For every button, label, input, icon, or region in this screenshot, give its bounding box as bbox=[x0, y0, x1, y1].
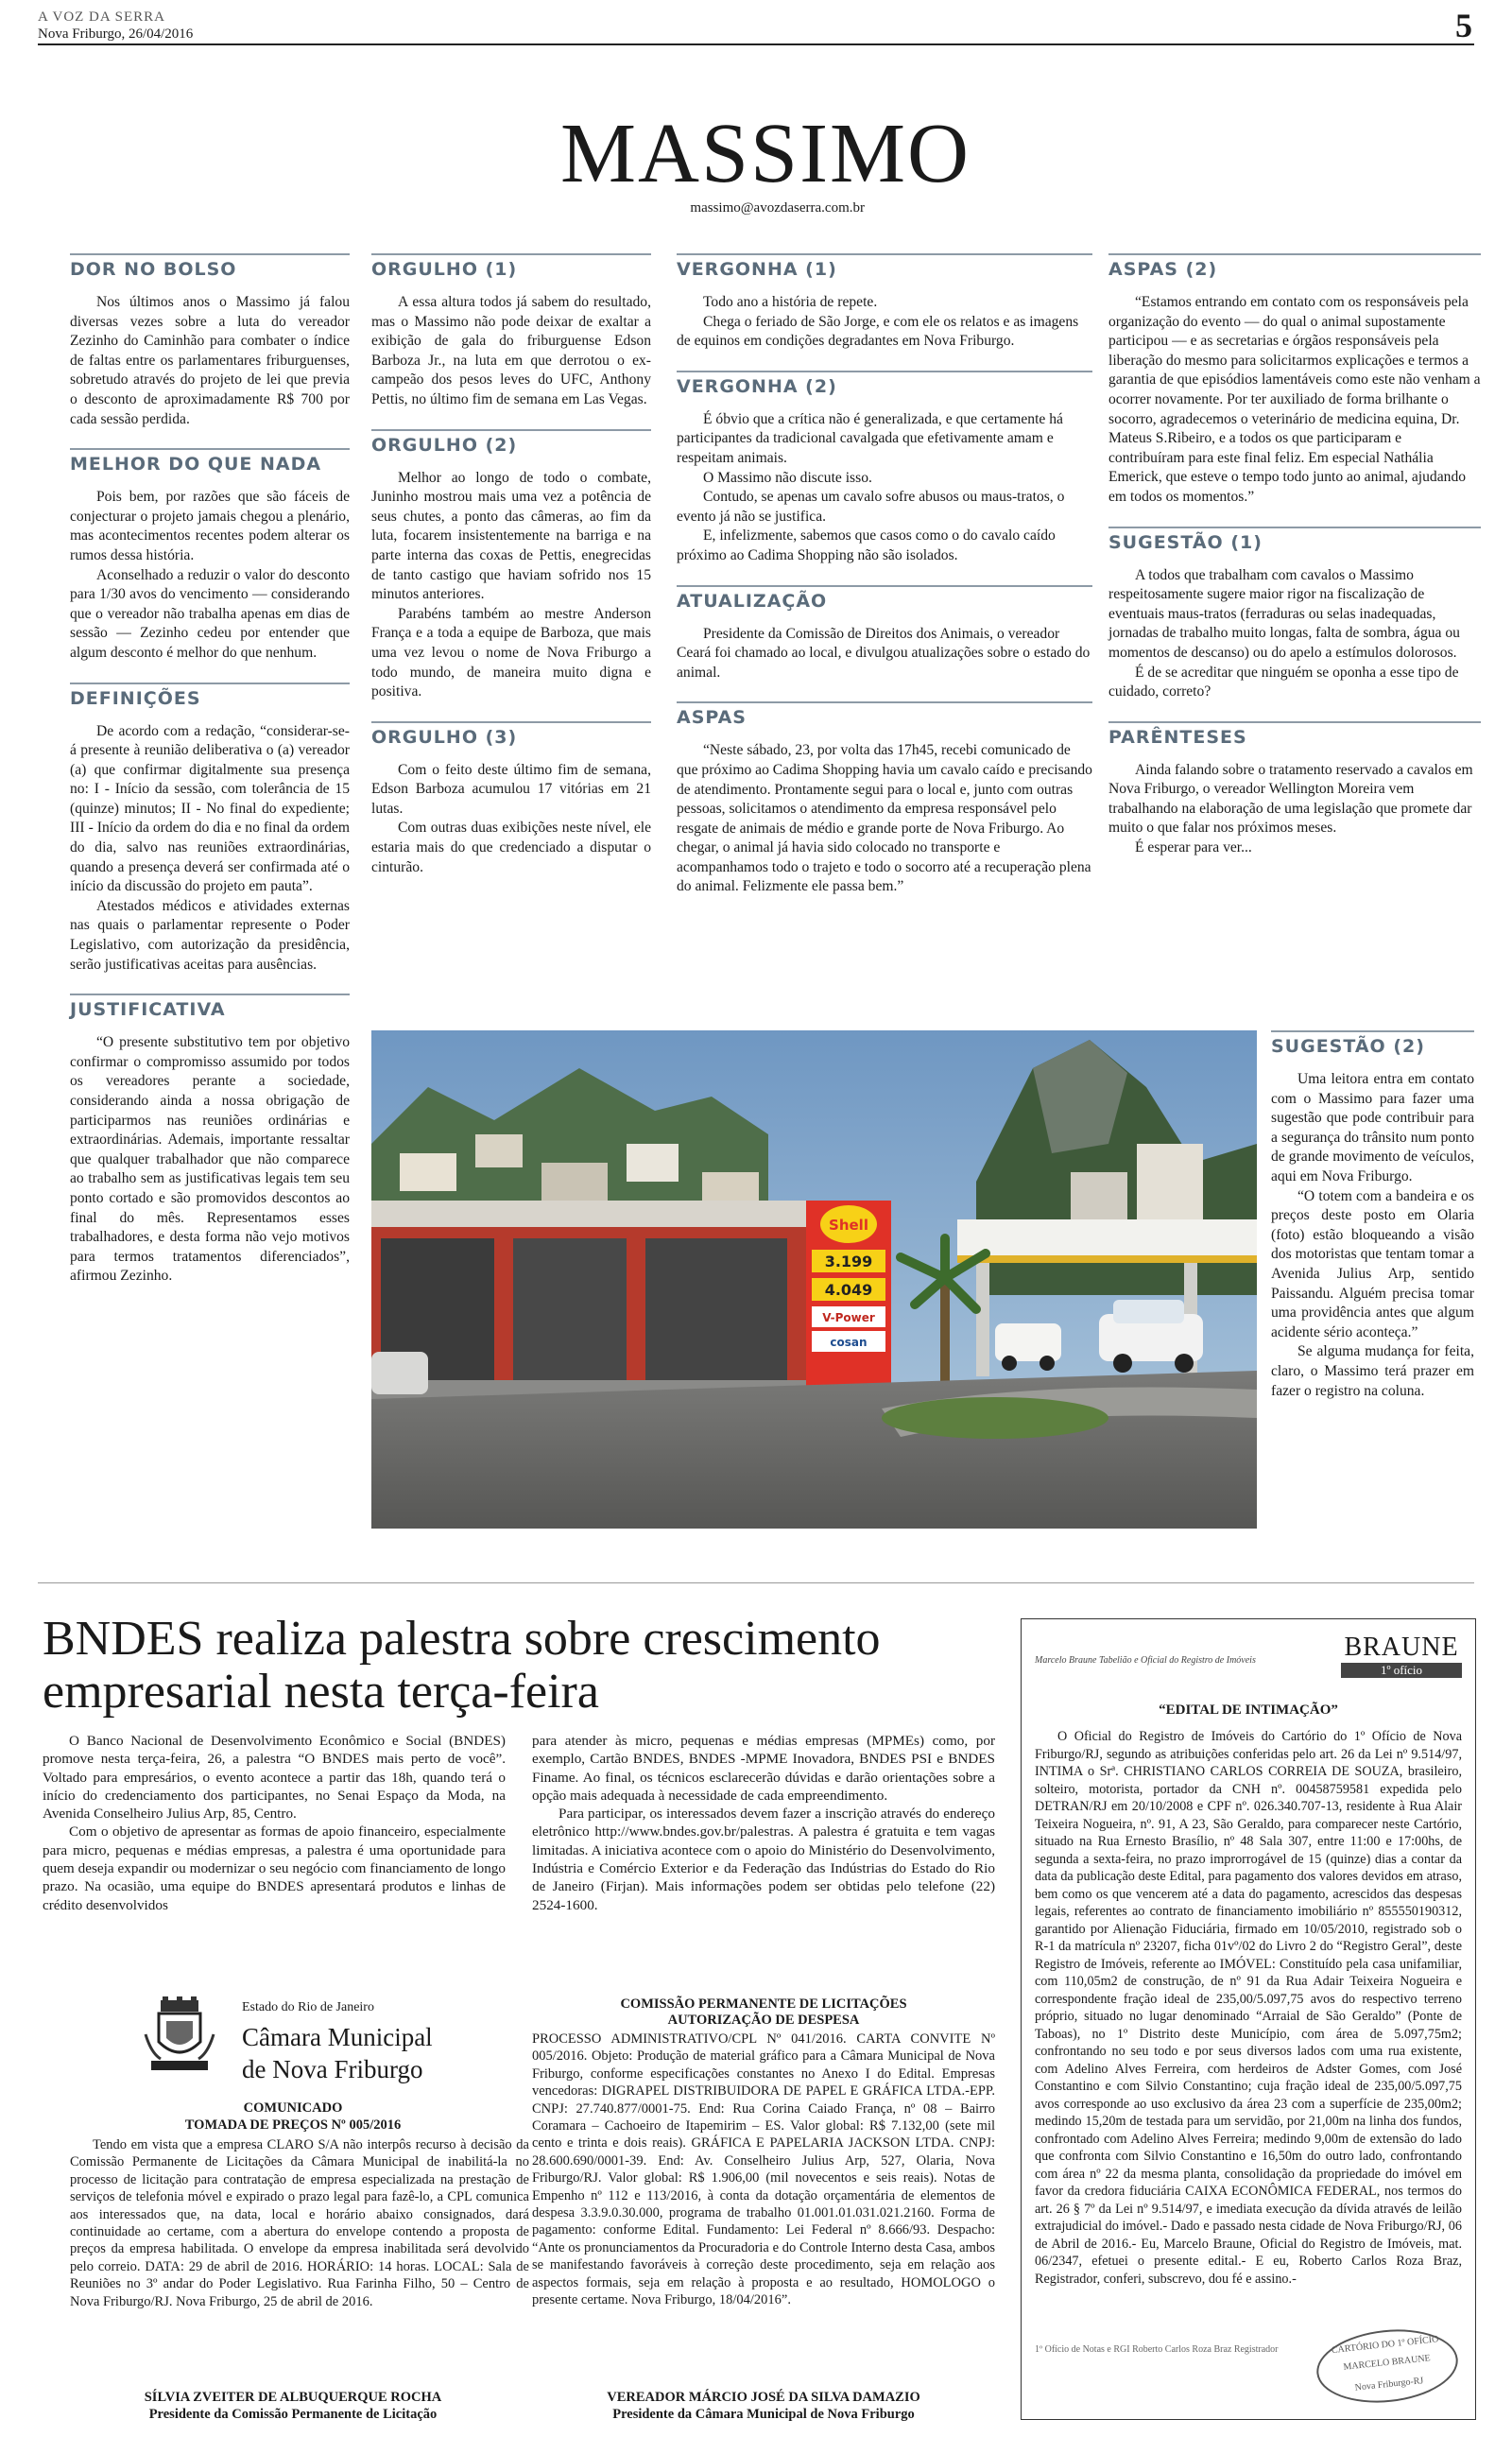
paragraph: De acordo com a redação, “considerar-se-á presente à reunião deliberativa o (a) vereador (a) que confirmar digitalmente sua presença no: I - Início da sessão, com tolerância de 15 (quinze) minutos; II - No final do expediente; III - Início da ordem do dia e no final da ordem do dia, salvo nas reuniões extraordinárias, quando a presença deverá ser confirmada até o início da discussão do projeto em pauta”. bbox=[70, 722, 350, 895]
paragraph: Presidente da Comissão de Direitos dos Animais, o vereador Ceará foi chamado ao local, e divulgou atualizações sobre o estado do animal. bbox=[677, 625, 1091, 681]
stamp-top-text: CARTÓRIO DO 1º OFÍCIO bbox=[1331, 2334, 1439, 2357]
edition-date: Nova Friburgo, 26/04/2016 bbox=[38, 26, 194, 42]
bndes-column-right bbox=[532, 1732, 995, 1914]
signer-role: Presidente da Câmara Municipal de Nova Friburgo bbox=[612, 2407, 915, 2422]
bndes-headline: BNDES realiza palestra sobre crescimento empresarial nesta terça-feira bbox=[43, 1612, 881, 1719]
paragraph: O Banco Nacional de Desenvolvimento Econômico e Social (BNDES) promove nesta terça-feira, 26, a palestra “O BNDES mais perto de você”. Voltado para empresários, o evento acontece a partir das 18h, quando terá o início do credenciamento dos participantes, no Senai Espaço da Moda, na Avenida Conselheiro Julius Arp, 85, Centro. bbox=[43, 1733, 506, 1823]
paragraph: Para participar, os interessados devem fazer a inscrição através do endereço eletrônico http://www.bndes.gov.br/palestras. A palestra é gratuita e tem vagas limitadas. A iniciativa acontece com o apoio do Ministério do Desenvolvimento, Indústria e Comércio Exterior e da Federação das Indústrias do Estado do Rio de Janeiro (Firjan). Mais informações podem ser obtidas pelo telefone (22) 2524-1600. bbox=[532, 1806, 995, 1913]
notice-subtitle: TOMADA DE PREÇOS Nº 005/2016 bbox=[184, 2117, 402, 2133]
signer-name: VEREADOR MÁRCIO JOSÉ DA SILVA DAMAZIO bbox=[607, 2390, 920, 2405]
section-title: ATUALIZAÇÃO bbox=[677, 585, 1092, 612]
page-header bbox=[38, 8, 1474, 45]
notice-title: COMISSÃO PERMANENTE DE LICITAÇÕES bbox=[620, 1996, 907, 2012]
coat-of-arms-icon bbox=[142, 1996, 217, 2072]
paragraph: Todo ano a história de repete. bbox=[703, 294, 878, 310]
paragraph: Uma leitora entra em contato com o Massimo para fazer uma sugestão que pode contribuir para a segurança do trânsito num ponto de grande movimento de veículos, aqui em Nova Friburgo. bbox=[1271, 1071, 1474, 1184]
paragraph: Se alguma mudança for feita, claro, o Massimo terá prazer em fazer o registro na coluna. bbox=[1271, 1343, 1474, 1399]
camara-notice bbox=[57, 1996, 529, 2424]
stamp-mid-text: MARCELO BRAUNE bbox=[1343, 2353, 1432, 2373]
paragraph: “O totem com a bandeira e os preços deste posto em Olaria (foto) estão bloqueando a visão dos motoristas que tentam tomar a Avenida Julius Arp, sentido Paissandu. Alguém precisa tomar uma providência antes que algum acidente sério aconteça.” bbox=[1271, 1187, 1474, 1340]
camara-state: Estado do Rio de Janeiro bbox=[242, 2000, 374, 2014]
logo-name: BRAUNE bbox=[1344, 1633, 1459, 1662]
section-title: DEFINIÇÕES bbox=[70, 683, 350, 709]
section-title: DOR NO BOLSO bbox=[70, 253, 350, 280]
newspaper-name: A VOZ DA SERRA bbox=[38, 9, 165, 25]
paragraph: É de se acreditar que ninguém se oponha a esse tipo de cuidado, correto? bbox=[1108, 664, 1459, 700]
v-power-sign: V-Power bbox=[822, 1311, 875, 1324]
camara-name-line: de Nova Friburgo bbox=[242, 2055, 423, 2083]
price-2: 4.049 bbox=[824, 1281, 873, 1299]
paragraph: É óbvio que a crítica não é generalizada, e que certamente há participantes da tradicional cavalgada que efetivamente amam e respeitam animais. bbox=[677, 410, 1063, 466]
paragraph: “Neste sábado, 23, por volta das 17h45, recebi comunicado de que próximo ao Cadima Shopping havia um cavalo caído e precisando de atendimento. Prontamente segui para o local e, junto com outras pessoas, solicitamos o atendimento da empresa responsável pelo resgate de animais de médio e grande porte de Nova Friburgo. Ao chegar, o animal já havia sido colocado no transporte e acompanhamos todo o trajeto e todo o socorro até a recuperação plena do animal. Felizmente ele passa bem.” bbox=[677, 742, 1092, 895]
cartorio-stamp bbox=[1313, 2323, 1461, 2409]
paragraph: E, infelizmente, sabemos que casos como o do cavalo caído próximo ao Cadima Shopping não são isolados. bbox=[677, 527, 1056, 563]
paragraph: Com o feito deste último fim de semana, Edson Barboza acumulou 17 vitórias em 21 lutas. bbox=[371, 761, 651, 817]
paragraph: Nos últimos anos o Massimo já falou diversas vezes sobre a luta do vereador Zezinho do Caminhão para combater o índice de faltas entre os parlamentares friburguenses, sobretudo através do projeto de lei que previa o desconto de aproximadamente R$ 700 por cada sessão perdida. bbox=[70, 294, 350, 427]
paragraph: Atestados médicos e atividades externas nas quais o parlamentar represente o Poder Legislativo, com autorização da presidência, serão justificativas aceitas para ausências. bbox=[70, 897, 350, 973]
column-1 bbox=[70, 253, 350, 1287]
gas-station-photo bbox=[371, 1030, 1257, 1529]
column-2 bbox=[371, 253, 651, 877]
logo-sub: 1º ofício bbox=[1341, 1663, 1462, 1678]
paragraph: “Estamos entrando em contato com os responsáveis pela organização do evento — do qual o animal supostamente participou — e as secretarias e órgãos responsáveis pela liberação do mesmo para solicitarmos explicações e termos a garantia de que episódios lamentáveis como este não venham a ocorrer novamente. Por ter auxiliado de forma brilhante o socorro, agradecemos o veterinário de medicina equina, Dr. Mateus S.Ribeiro, e a todos os que participaram e contribuíram para este final feliz. Em especial Nathália Emerick, que esteve o tempo todo junto ao animal, ajudando em todos os momentos.” bbox=[1108, 294, 1481, 505]
paragraph: Com outras duas exibições neste nível, ele estaria mais do que credenciado a disputar o cinturão. bbox=[371, 820, 651, 875]
photo-illustration bbox=[371, 1030, 1257, 1529]
camara-name bbox=[242, 2021, 433, 2085]
section-title: ORGULHO (3) bbox=[371, 721, 651, 748]
shell-logo-text: Shell bbox=[829, 1217, 868, 1234]
section-title: ORGULHO (2) bbox=[371, 429, 651, 456]
cosan-sign: cosan bbox=[830, 1336, 868, 1349]
paragraph: A essa altura todos já sabem do resultado, mas o Massimo não pode deixar de exaltar a exibição de gala do friburguense Edson Barboza Jr., na luta em que derrotou o ex-campeão dos pesos leves do UFC, Anthony Pettis, no último fim de semana em Las Vegas. bbox=[371, 294, 651, 407]
edital-header bbox=[1035, 1629, 1462, 1697]
page-number: 5 bbox=[1455, 7, 1472, 44]
paragraph: Ainda falando sobre o tratamento reservado a cavalos em Nova Friburgo, o vereador Wellington Moreira vem trabalhando na elaboração de uma legislação que promete dar muito o que falar nos próximos meses. bbox=[1108, 761, 1473, 837]
section-title: SUGESTÃO (2) bbox=[1271, 1030, 1474, 1057]
registrar-stamp: 1º Ofício de Notas e RGI Roberto Carlos Roza Braz Registrador bbox=[1035, 2344, 1279, 2355]
paragraph: O Massimo não discute isso. bbox=[703, 469, 872, 486]
signer-name: SÍLVIA ZVEITER DE ALBUQUERQUE ROCHA bbox=[144, 2390, 442, 2405]
braune-logo bbox=[1341, 1633, 1462, 1678]
section-title: SUGESTÃO (1) bbox=[1108, 527, 1481, 553]
edital-body: O Oficial do Registro de Imóveis do Cartório do 1º Ofício de Nova Friburgo/RJ, segundo as atribuições conferidas pelo art. 26 da Lei nº 9.514/97, INTIMA o Srª. CHRISTIANO CARLOS CORREIA DE SOUZA, brasileiro, solteiro, motorista, portador da CNH nº. 00458759581 expedida pelo DETRAN/RJ em 20/10/2008 e CPF nº. 026.340.707-13, residente à Rua Alair Teixeira Nogueira, nº. 91, A 23, São Geraldo, para comparecer neste Cartório, situado na Rua Ernesto Brasílio, nº 48 Sala 307, entre 11:00 e 17:00hs, de segunda a sexta-feira, no prazo improrrogável de 15 (quinze) dias a contar da data da publicação deste Edital, para pagamento dos valores devidos em atraso, bem como os que vencerem até a data do pagamento, acrescidos das despesas legais, referentes ao contrato de financiamento imobiliário nº 855550190312, garantido por Alienação Fiduciária, firmado em 10/05/2010, registrado sob o R-1 da matrícula nº 23207, ficha 01vº/02 do Livro 2 do “Registro Geral”, deste Registro de Imóveis, referente ao IMÓVEL: Constituído pela casa unifamiliar, com 110,05m2 de construção, de nº 91 da Rua Adair Teixeira Nogueira e correspondente fração ideal de 235,00/5.097,75 avos do respectivo terreno próprio, situado no lugar denominado “Arraial de São Geraldo” (Ponte de Taboas), no 1º Distrito deste Município, com área de 5.097,75m2; confrontando no seu todo e por seus diversos lados com uma rua existente, com Adelino Alves Ferreira, com herdeiros de Adster Gomes, com José Constantino e com Silvio Constantino; cuja fração ideal de 235,00/5.097,75 avos corresponde ao uso exclusivo da área 23 com a superfície de 235,00m2; medindo 15,20m de testada para um servidão, por 21,00m na linha dos fundos, confrontado com Adelino Alves Ferreira; medindo 9,00m de extensão do lado que confronta com Silvio Constantino e 16,50m do outro lado, confrontando com área nº 22 da mesma planta, consolidação da propriedade do imóvel em favor da credora fiduciária CAIXA ECONÔMICA FEDERAL, nos termos do art. 26 § 7º da Lei nº 9.514/97, e imediata execução da dívida através de leilão extrajudicial do imóvel.- Dado e passado nesta cidade de Nova Friburgo/RJ, 06 de Abril de 2016.- Eu, Marcelo Braune, Oficial do Registro de Imóveis, mat. 06/2347, efetuei o presente edital.- E eu, Roberto Carlos Roza Braz, Registrador, conferi, subscrevo, dou fé e assino.- bbox=[1035, 1729, 1462, 2287]
notice-body: PROCESSO ADMINISTRATIVO/CPL Nº 041/2016. CARTA CONVITE Nº 005/2016. Objeto: Produção de material gráfico para a Câmara Municipal de Nova Friburgo, conforme especificações constantes no Anexo I do Edital. Empresas vencedoras: DIGRAPEL DISTRIBUIDORA DE PAPEL E GRÁFICA LTDA.-EPP. CNPJ: 27.740.877/0001-75. End: Rua Corina Caiado França, nº 08 – Bairro Coramara – Cachoeiro de Itapemirim – ES. Valor global: R$ 7.132,00 (sete mil cento e trinta e dois reais). GRÁFICA E PAPELARIA JACKSON LTDA. CNPJ: 28.600.690/0001-39. End: Av. Conselheiro Julius Arp, 527, Olaria, Nova Friburgo/RJ. Valor global: R$ 1.906,00 (mil novecentos e seis reais). Notas de Empenho nº 112 e 113/2016, à conta da dotação orçamentária de elementos de despesa 3.3.9.0.30.000, programa de trabalho 01.001.01.031.021.2160. Forma de pagamento: conforme Edital. Fundamento: Lei Federal nº 8.666/93. Despacho: “Ante os pronunciamentos da Procuradoria e do Controle Interno desta Casa, ambos se manifestando favoráveis à correção deste procedimento, seja em relação aos aspectos formais, seja em relação à proposta e ao resultado, HOMOLOGO o presente certame. Nova Friburgo, 18/04/2016”. bbox=[532, 2031, 995, 2308]
licitacoes-notice bbox=[532, 1996, 995, 2424]
notary-stamp-area bbox=[1035, 2330, 1464, 2406]
paragraph: Chega o feriado de São Jorge, e com ele os relatos e as imagens de equinos em condições degradantes em Nova Friburgo. bbox=[677, 313, 1079, 350]
bndes-column-left bbox=[43, 1732, 506, 1914]
paragraph: Pois bem, por razões que são fáceis de conjecturar o projeto jamais chegou a plenário, mas acontecimentos recentes podem alterar os rumos dessa história. bbox=[70, 489, 350, 563]
notice-title: COMUNICADO bbox=[243, 2100, 343, 2116]
section-divider bbox=[38, 1582, 1474, 1583]
edital-intimacao-box bbox=[1021, 1618, 1476, 2420]
column-4 bbox=[1108, 253, 1481, 858]
paragraph: Contudo, se apenas um cavalo sofre abusos ou maus-tratos, o evento já não se justifica. bbox=[677, 489, 1065, 525]
section-title: VERGONHA (2) bbox=[677, 371, 1092, 397]
section-title: ASPAS (2) bbox=[1108, 253, 1481, 280]
paragraph: Melhor ao longo de todo o combate, Juninho mostrou mais uma vez a potência de seus chutes, a ponto das câmeras, ao fim da luta, focarem insistentemente na barriga e na parte interna das coxas de Pettis, enegrecidas de tanto castigo que haviam sofrido nos 15 minutos anteriores. bbox=[371, 469, 651, 603]
notice-subtitle: AUTORIZAÇÃO DE DESPESA bbox=[667, 2013, 860, 2028]
paragraph: para atender às micro, pequenas e médias empresas (MPMEs) como, por exemplo, Cartão BNDES, BNDES -MPME Inovadora, BNDES PSI e BNDES Finame. Ao final, os técnicos esclarecerão dúvidas e darão orientações sobre a opção mais adequada à necessidade de cada empreendimento. bbox=[532, 1733, 995, 1804]
paragraph: Parabéns também ao mestre Anderson França e a toda a equipe de Barboza, que mais uma vez levou o nome de Nova Friburgo a todo mundo, de maneira muito digna e positiva. bbox=[371, 605, 651, 700]
column-masthead: MASSIMO bbox=[559, 107, 971, 200]
section-title: ASPAS bbox=[677, 701, 1092, 728]
column-3 bbox=[677, 253, 1092, 897]
section-title: VERGONHA (1) bbox=[677, 253, 1092, 280]
column-email[interactable]: massimo@avozdaserra.com.br bbox=[690, 200, 865, 216]
edital-title: “EDITAL DE INTIMAÇÃO” bbox=[1159, 1702, 1338, 1718]
camara-name-line: Câmara Municipal bbox=[242, 2023, 433, 2051]
paragraph: É esperar para ver... bbox=[1135, 839, 1252, 856]
notice-body: Tendo em vista que a empresa CLARO S/A não interpôs recurso à decisão da Comissão Permanente de Licitações da Câmara Municipal de inabilitá-la no processo de licitação para contratação de empresa especializada na prestação de serviços de telefonia móvel e expirado o prazo legal para fazê-lo, a CPL comunica aos interessados que, na data, local e horário abaixo consignados, dará continuidade ao certame, com a abertura do envelope contendo a proposta de preços da empresa habilitada. O envelope da empresa inabilitada será devolvido pelo correio. DATA: 29 de abril de 2016. HORÁRIO: 14 horas. LOCAL: Sala de Reuniões no 3º andar do Poder Legislativo. Rua Farinha Filho, 50 – Centro de Nova Friburgo/RJ. Nova Friburgo, 25 de abril de 2016. bbox=[70, 2137, 529, 2309]
notary-signature-line: Marcelo Braune Tabelião e Oficial do Registro de Imóveis bbox=[1035, 1655, 1256, 1666]
section-title: MELHOR DO QUE NADA bbox=[70, 448, 350, 475]
signer-role: Presidente da Comissão Permanente de Licitação bbox=[148, 2407, 438, 2422]
section-title: JUSTIFICATIVA bbox=[70, 994, 350, 1020]
paragraph: “O presente substitutivo tem por objetivo confirmar o compromisso assumido por todos os vereadores perante a sociedade, considerando ainda a nossa obrigação de participarmos nas reuniões ordinárias e extraordinárias. Ademais, importante ressaltar que qualquer trabalhador que não comparece ao trabalho sem as justificativas legais tem seu ponto cortado e são promovidos descontos ao final do mês. Representamos esses trabalhadores, e desta forma não vejo motivos para termos tratamentos diferenciados”, afirmou Zezinho. bbox=[70, 1034, 350, 1285]
paragraph: Com o objetivo de apresentar as formas de apoio financeiro, especialmente para micro, pequenas e médias empresas, a palestra é uma oportunidade para quem deseja expandir ou modernizar o seu negócio com financiamento de longo prazo. Na ocasião, uma equipe do BNDES apresentará produtos e linhas de crédito desenvolvidos bbox=[43, 1823, 506, 1913]
paragraph: Aconselhado a reduzir o valor do desconto para 1/30 avos do vencimento — considerando que o vereador não trabalha apenas em dias de sessão — Zezinho cedeu por entender que algum desconto é melhor do que nenhum. bbox=[70, 566, 350, 661]
stamp-bottom-text: Nova Friburgo-RJ bbox=[1354, 2376, 1424, 2394]
section-title: PARÊNTESES bbox=[1108, 721, 1481, 748]
column-5 bbox=[1271, 1030, 1474, 1401]
paragraph: A todos que trabalham com cavalos o Massimo respeitosamente sugere maior rigor na fiscalização de eventuais maus-tratos (ferraduras ou selas inadequadas, jornadas de trabalho muito longas, falta de sombra, água ou momentos de descanso) ou do apelo a estímulos dolorosos. bbox=[1108, 566, 1460, 661]
price-1: 3.199 bbox=[824, 1253, 873, 1270]
section-title: ORGULHO (1) bbox=[371, 253, 651, 280]
